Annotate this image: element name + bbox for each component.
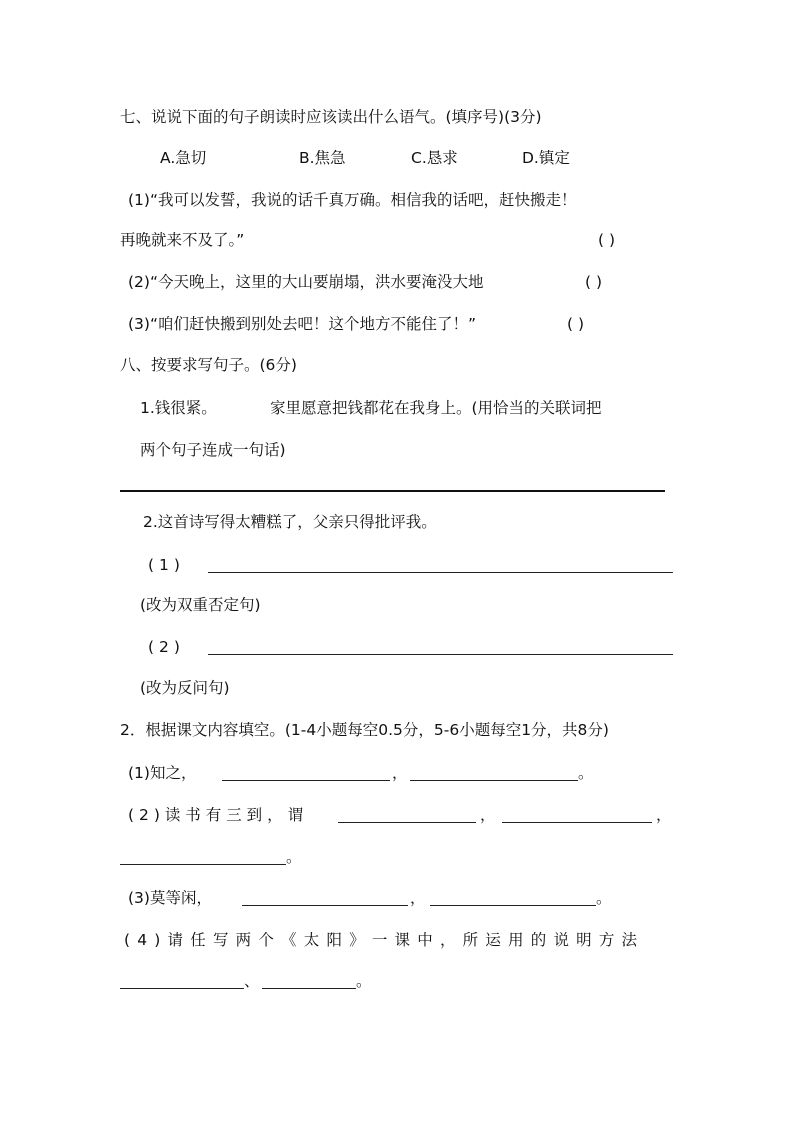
s7-q2-answer-paren[interactable]: ( ) [585,273,603,291]
s8-q2-sub2-number: (2) [148,638,185,656]
fill-q3-blank-2[interactable] [430,890,596,906]
s7-q1-line1: (1)“我可以发誓，我说的话千真万确。相信我的话吧，赶快搬走！ [128,191,577,209]
section8-title: 八、按要求写句子。(6分) [120,356,297,374]
fill-q4-blank-2[interactable] [262,973,356,989]
s7-q1-line2: 再晚就来不及了。” [120,231,245,249]
s8-q2-title: 2.这首诗写得太糟糕了，父亲只得批评我。 [143,513,437,531]
fill-q2-comma-1: ， [480,806,496,824]
fill-q2-period: 。 [286,848,302,866]
option-c: C.恳求 [411,149,458,167]
s8-q2-sub1-number: (1) [148,556,185,574]
fill-q4-line1: (4)请任写两个《太阳》一课中，所运用的说明方法 [124,931,645,949]
s8-q1-sentence-b: 家里愿意把钱都花在我身上。(用恰当的关联词把 [270,399,602,417]
s8-q1-answer-line[interactable] [120,490,665,492]
fill-q1-prefix: (1)知之， [128,764,197,782]
fill-q2-blank-1[interactable] [338,807,476,823]
s8-q1-sentence-a: 1.钱很紧。 [140,399,217,417]
fill-q3-comma: ， [410,889,426,907]
s8-q2-sub1-answer-line[interactable] [208,557,673,573]
fill-q4-blank-1[interactable] [120,973,244,989]
section7-title: 七、说说下面的句子朗读时应该读出什么语气。(填序号)(3分) [120,108,542,126]
fill-q3-prefix: (3)莫等闲， [128,889,212,907]
fill-q2-prefix: (2)读书有三到，谓 [128,806,309,824]
fill-q1-period: 。 [578,764,594,782]
fill-q1-blank-2[interactable] [410,765,578,781]
fill-q3-blank-1[interactable] [242,890,408,906]
fill-q4-dunhao: 、 [244,972,260,990]
fill-q4-period: 。 [356,972,372,990]
fill-q3-period: 。 [596,889,612,907]
fill-q1-blank-1[interactable] [222,765,390,781]
s8-q2-sub2-answer-line[interactable] [208,639,673,655]
option-a: A.急切 [160,149,207,167]
s8-q1-instruction: 两个句子连成一句话) [140,441,286,459]
s7-q3-answer-paren[interactable]: ( ) [567,315,585,333]
fill-q2-comma-2: ， [656,806,672,824]
s8-q2-sub2-hint: (改为反问句) [140,679,230,697]
fill-q2-blank-3[interactable] [120,849,286,865]
s7-q1-answer-paren[interactable]: ( ) [598,231,616,249]
fill-q1-comma: ， [392,764,408,782]
s8-q2-sub1-hint: (改为双重否定句) [140,596,261,614]
option-b: B.焦急 [299,149,346,167]
s7-q3: (3)“咱们赶快搬到别处去吧！这个地方不能住了！” [128,315,477,333]
fill-q2-blank-2[interactable] [502,807,652,823]
s7-q2: (2)“今天晚上，这里的大山要崩塌，洪水要淹没大地 [128,273,484,291]
option-d: D.镇定 [522,149,570,167]
fill-title: 2．根据课文内容填空。(1-4小题每空0.5分，5-6小题每空1分，共8分) [120,721,609,739]
